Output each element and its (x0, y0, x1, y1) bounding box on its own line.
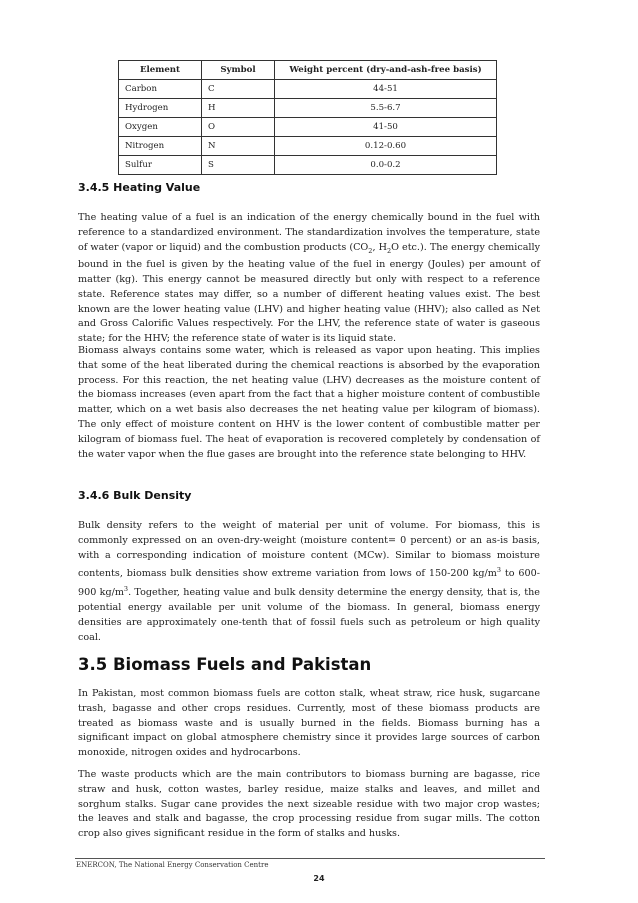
table-cell-symbol: C (202, 80, 275, 99)
table-cell-symbol: S (202, 156, 275, 175)
footer-organization: ENERCON, The National Energy Conservation Centre (76, 861, 269, 869)
table-header-row (119, 61, 497, 80)
table-cell-weight: 5.5-6.7 (275, 99, 497, 118)
table-cell-element: Oxygen (119, 118, 202, 137)
heating-text-part-2: , H (372, 241, 387, 253)
heating-text-part-3: O etc.). The energy chemically bound in the fuel is given by the heating value of the fuel in energy (Joules) per amount of matter (kg). This energy cannot be measured directly but only with respect to a reference state. Reference states may differ, so a number of different heating values exist. The best known are the lower heating value (LHV) and higher heating value (HHV); also called as Net and Gross Calorific Values respectively. For the LHV, the reference state of water is gaseous state; for the HHV; the reference state of water is its liquid state. (78, 241, 540, 345)
table-cell-element: Hydrogen (119, 99, 202, 118)
paragraph-waste-products: The waste products which are the main contributors to biomass burning are bagasse, rice straw and husk, cotton wastes, barley residue, maize stalks and leaves, and millet and sorghum stalks. Sugar cane provides the next sizeable residue with two major crop wastes; the leaves and stalk and bagasse, the crop processing residue from sugar mills. The cotton crop also gives significant residue in the form of stalks and husks. (78, 769, 540, 840)
heating-text-part-1: The heating value of a fuel is an indication of the energy chemically bound in the fuel with reference to a standardized environment. The standardization involves the temperature, state of water (vapor or liquid) and the combustion products (CO (78, 212, 540, 253)
table-cell-element: Sulfur (119, 156, 202, 175)
table-cell-element: Carbon (119, 80, 202, 99)
table-cell-symbol: O (202, 118, 275, 137)
paragraph-biomass-moisture: Biomass always contains some water, which is released as vapor upon heating. This implies that some of the heat liberated during the chemical reactions is absorbed by the evaporation process. For this reaction, the net heating value (LHV) decreases as the moisture content of the biomass increases (even apart from the fact that a higher moisture content of combustible matter, which on a wet basis also decreases the net heating value per kilogram of biomass). The only effect of moisture content on HHV is the lower content of combustible matter per kilogram of biomass fuel. The heat of evaporation is recovered completely by condensation of the water vapor when the flue gases are brought into the reference state belonging to HHV. (78, 345, 540, 460)
m3-superscript: 3 (123, 585, 129, 594)
table-cell-weight: 0.12-0.60 (275, 137, 497, 156)
table-cell-weight: 0.0-0.2 (275, 156, 497, 175)
element-composition-table (118, 60, 497, 175)
bulk-text-part-3: . Together, heating value and bulk density determine the energy density, that is, the potential energy available per unit volume of the biomass. In general, biomass energy densities are approximately one-tenth that of fossil fuels such as petroleum or high quality coal. (78, 587, 540, 643)
table-row (119, 137, 497, 156)
column-header-element: Element (119, 61, 202, 80)
table-cell-element: Nitrogen (119, 137, 202, 156)
paragraph-pakistan-fuels: In Pakistan, most common biomass fuels are cotton stalk, wheat straw, rice husk, sugarcane trash, bagasse and other crops residues. Currently, most of these biomass products are treated as biomass waste and is usually burned in the fields. Biomass burning has a significant impact on global atmosphere chemistry since it provides large sources of carbon monoxide, nitrogen oxides and hydrocarbons. (78, 688, 540, 759)
bulk-text-part-2: to 600-900 kg/m (78, 568, 540, 599)
co2-subscript: 2 (368, 246, 373, 255)
page-number: 24 (313, 874, 325, 883)
heading-biomass-fuels-pakistan: 3.5 Biomass Fuels and Pakistan (78, 655, 372, 674)
footer-divider (75, 858, 545, 859)
heading-heating-value: 3.4.5 Heating Value (78, 181, 201, 194)
m3-superscript: 3 (496, 566, 502, 575)
heading-bulk-density: 3.4.6 Bulk Density (78, 489, 192, 502)
paragraph-heating-value-definition (78, 211, 540, 347)
table-cell-weight: 44-51 (275, 80, 497, 99)
column-header-weight-percent: Weight percent (dry-and-ash-free basis) (275, 61, 497, 80)
paragraph-bulk-density (78, 519, 540, 646)
table-cell-symbol: N (202, 137, 275, 156)
table-row (119, 80, 497, 99)
table-row (119, 99, 497, 118)
bulk-text-part-1: Bulk density refers to the weight of material per unit of volume. For biomass, this is commonly expressed on an oven-dry-weight (moisture content= 0 percent) or an as-is basis, with a corresponding indication of moisture content (MCw). Similar to biomass moisture contents, biomass bulk densities show extreme variation from lows of 150-200 kg/m (78, 520, 540, 580)
table-cell-weight: 41-50 (275, 118, 497, 137)
table-row (119, 118, 497, 137)
h2o-subscript: 2 (386, 246, 392, 255)
table-row (119, 156, 497, 175)
table-cell-symbol: H (202, 99, 275, 118)
column-header-symbol: Symbol (202, 61, 275, 80)
